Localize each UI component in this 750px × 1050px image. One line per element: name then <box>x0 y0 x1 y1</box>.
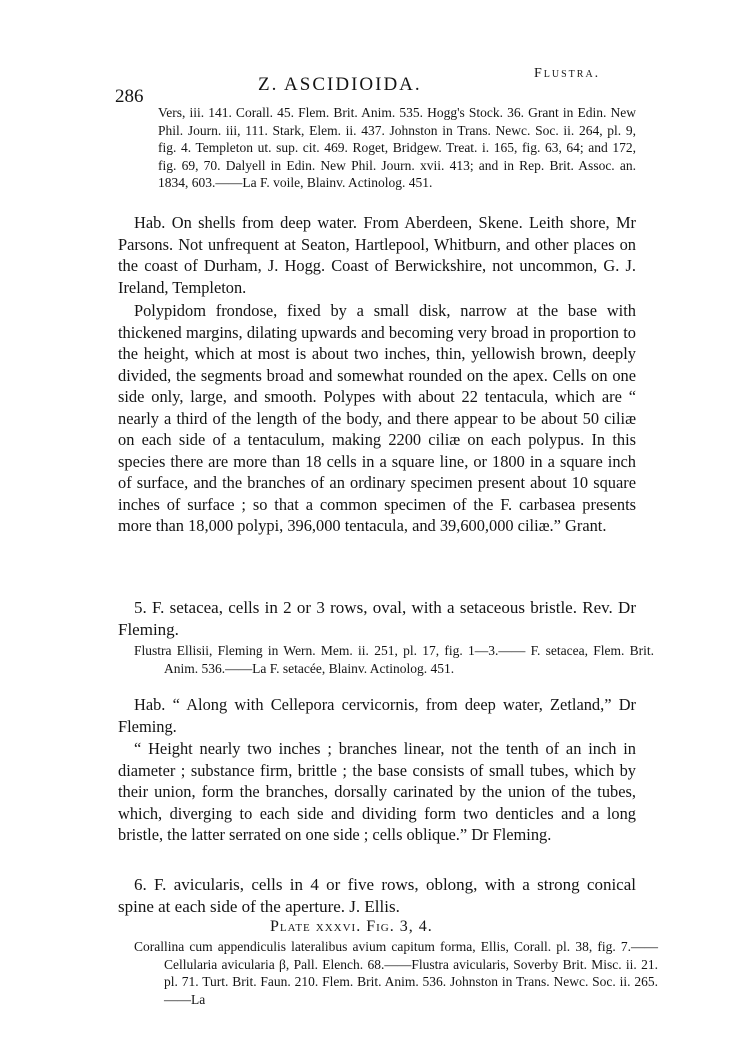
species-5-description <box>118 738 636 846</box>
genus-header: Flustra. <box>534 66 601 81</box>
species-6-title: 6. F. avicularis, cells in 4 or five rows, oblong, with a strong conical spine at each side of the aperture. J. Ellis. <box>118 875 636 916</box>
plate-reference: Plate xxxvi. Fig. 3, 4. <box>270 918 433 935</box>
habitat-paragraph <box>118 212 636 298</box>
synonymy-references <box>118 104 636 192</box>
species-6-refs-text: Corallina cum appendiculis lateralibus avium capitum forma, Ellis, Corall. pl. 38, fig. 7.——Cellularia avicularia β, Pall. Elench. 68.——Flustra avicularis, Soverby Brit. Misc. ii. 21. pl. 71. Turt. Brit. Faun. 210. Flem. Brit. Anim. 536. Johnston in Trans. Newc. Soc. ii. 265.——La <box>134 939 658 1007</box>
species-5-habitat <box>118 694 636 737</box>
species-5-refs-text: Flustra Ellisii, Fleming in Wern. Mem. ii. 251, pl. 17, fig. 1—3.—— F. setacea, Flem. Brit. Anim. 536.——La F. setacée, Blainv. Actinolog. 451. <box>134 643 654 676</box>
running-title: Z. ASCIDIOIDA. <box>258 74 422 95</box>
species-6-references <box>118 938 658 1008</box>
species-5-title: 5. F. setacea, cells in 2 or 3 rows, oval, with a setaceous bristle. Rev. Dr Fleming. <box>118 598 636 639</box>
species-5-references <box>118 642 654 677</box>
habitat-text: Hab. On shells from deep water. From Aberdeen, Skene. Leith shore, Mr Parsons. Not unfrequent at Seaton, Hartlepool, Whitburn, and other places on the coast of Durham, J. Hogg. Coast of Berwickshire, not uncommon, G. J. Ireland, Templeton. <box>118 213 636 297</box>
description-text: Polypidom frondose, fixed by a small disk, narrow at the base with thickened margins, dilating upwards and becoming very broad in proportion to the height, which at most is about two inches, thin, yellowish brown, deeply divided, the segments broad and somewhat rounded on the apex. Cells on one side only, large, and smooth. Polypes with about 22 tentacula, which are “ nearly a third of the length of the body, and there appear to be about 50 ciliæ on each side of a tentaculum, making 2200 ciliæ on each polypus. In this species there are more than 18 cells in a square line, or 1800 in a square inch of surface, and the branches of an ordinary specimen present about 10 square inches of surface ; so that a common specimen of the F. carbasea presents more than 18,000 polypi, 396,000 tentacula, and 39,600,000 ciliæ.” Grant. <box>118 301 636 535</box>
species-6-heading <box>118 874 636 918</box>
description-paragraph <box>118 300 636 537</box>
species-5-heading <box>118 597 636 641</box>
species-5-habitat-text: Hab. “ Along with Cellepora cervicornis, from deep water, Zetland,” Dr Fleming. <box>118 695 636 736</box>
references-text: Vers, iii. 141. Corall. 45. Flem. Brit. Anim. 535. Hogg's Stock. 36. Grant in Edin. New Phil. Journ. iii, 111. Stark, Elem. ii. 437. Johnston in Trans. Newc. Soc. ii. 264, pl. 9, fig. 4. Templeton ut. sup. cit. 469. Roget, Bridgew. Treat. i. 165, fig. 63, 64; and 172, fig. 69, 70. Dalyell in Edin. New Phil. Journ. xvii. 413; and in Rep. Brit. Assoc. an. 1834, 603.——La F. voile, Blainv. Actinolog. 451. <box>158 105 636 191</box>
species-5-description-text: “ Height nearly two inches ; branches linear, not the tenth of an inch in diameter ; substance firm, brittle ; the base consists of small tubes, which by their union, form the branches, dorsally carinated by the union of the tubes, which, diverging to each side and dividing form two denticles and a long bristle, the latter serrated on one side ; cells oblique.” Dr Fleming. <box>118 739 636 844</box>
page-number: 286 <box>115 86 144 107</box>
